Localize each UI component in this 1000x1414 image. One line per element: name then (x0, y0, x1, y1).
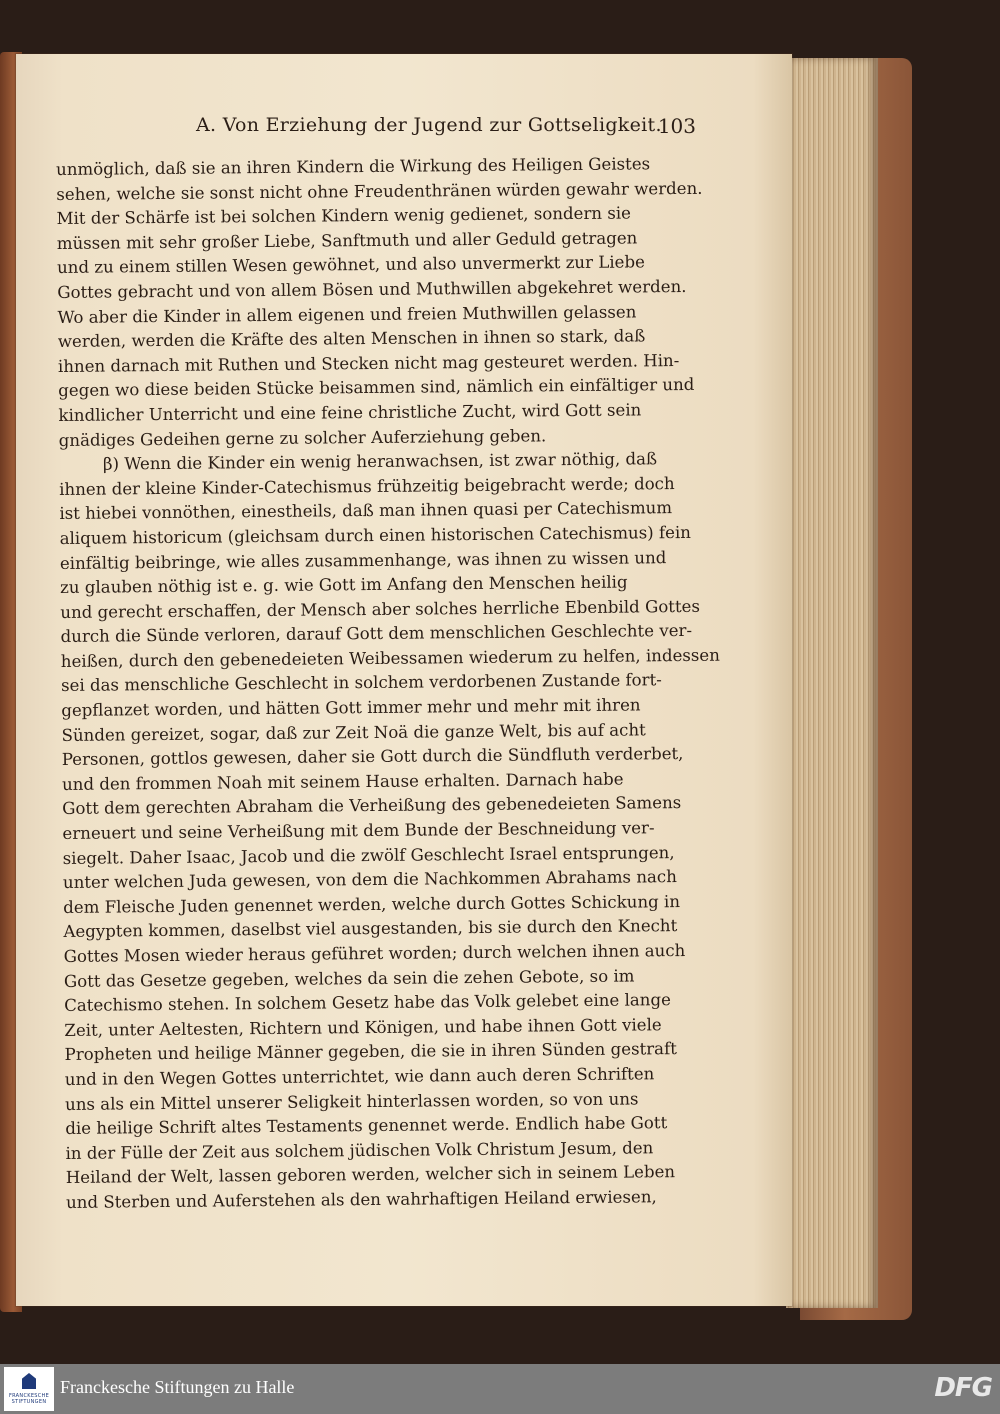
text-line: und zu einem stillen Wesen gewöhnet, und also unvermerkt zur Liebe (56, 252, 645, 278)
text-line: unmöglich, daß sie an ihren Kindern die Wirkung des Heiligen Geistes (56, 154, 651, 179)
text-line: gepflanzet worden, und hätten Gott immer mehr und mehr mit ihren (61, 695, 641, 721)
text-line: Wo aber die Kinder in allem eigenen und freien Muthwillen gelassen (57, 301, 637, 327)
text-line: heißen, durch den gebenedeieten Weibessamen wiederum zu helfen, indessen (60, 645, 720, 671)
logo-text-line1: FRANCKESCHE (8, 1393, 50, 1399)
text-line: müssen mit sehr großer Liebe, Sanftmuth und aller Geduld getragen (56, 228, 638, 253)
text-line: Propheten und heilige Männer gegeben, die sie in ihren Sünden gestraft (64, 1039, 677, 1065)
institution-name: Franckesche Stiftungen zu Halle (60, 1377, 295, 1397)
text-line: Aegypten kommen, daselbst viel ausgestanden, bis sie durch den Knecht (63, 916, 678, 942)
text-line: sei das menschliche Geschlecht in solchem verdorbenen Zustande fort- (60, 670, 662, 696)
text-line: Gott dem gerechten Abraham die Verheißung des gebenedeieten Samens (62, 793, 682, 819)
logo-text (4, 1393, 54, 1405)
text-line: gnädiges Gedeihen gerne zu solcher Auferziehung geben. (58, 425, 547, 450)
text-line: Gott das Gesetze gegeben, welches da sein die zehen Gebote, so im (63, 966, 635, 991)
text-line: und Sterben und Auferstehen als den wahrhaftigen Heiland erwiesen, (65, 1187, 657, 1212)
footer-bar (0, 1364, 1000, 1414)
text-line: aliquem historicum (gleichsam durch einen historischen Catechismus) fein (59, 522, 691, 548)
text-line: siegelt. Daher Isaac, Jacob und die zwölf Geschlecht Israel entsprungen, (62, 842, 675, 868)
dfg-logo[interactable]: DFG (934, 1373, 992, 1403)
text-line: β) Wenn die Kinder ein wenig heranwachsen, ist zwar nöthig, daß (102, 449, 658, 474)
text-line: Zeit, unter Aeltesten, Richtern und Königen, und habe ihnen Gott viele (64, 1015, 662, 1040)
text-line: sehen, welche sie sonst nicht ohne Freudenthränen würden gewahr werden. (56, 178, 703, 204)
running-title: A. Von Erziehung der Jugend zur Gottseligkeit. (196, 114, 662, 136)
page-edges (786, 58, 878, 1308)
text-line: dem Fleische Juden genennet werden, welche durch Gottes Schickung in (63, 891, 681, 917)
franckesche-logo[interactable] (4, 1367, 54, 1411)
text-line: in der Fülle der Zeit aus solchem jüdischen Volk Christum Jesum, den (65, 1138, 654, 1163)
text-line: uns als ein Mittel unserer Seligkeit hinterlassen worden, so von uns (64, 1089, 639, 1114)
text-line: Gottes Mosen wieder heraus geführet worden; durch welchen ihnen auch (63, 940, 686, 966)
emblem-icon (22, 1373, 36, 1389)
text-line: zu glauben nöthig ist e. g. wie Gott im Anfang den Menschen heilig (60, 572, 628, 598)
logo-text-line2: STIFTUNGEN (11, 1399, 47, 1405)
text-line: Sünden gereizet, sogar, daß zur Zeit Noä die ganze Welt, bis auf acht (61, 720, 646, 745)
page-number: 103 (657, 114, 696, 138)
text-line: die heilige Schrift altes Testaments genennet werde. Endlich habe Gott (65, 1113, 668, 1139)
text-line: gegen wo diese beiden Stücke beisammen sind, nämlich ein einfältiger und (58, 375, 695, 401)
text-line: und den frommen Noah mit seinem Hause erhalten. Darnach habe (61, 769, 624, 794)
body-text (56, 152, 718, 1216)
text-line: kindlicher Unterricht und eine feine christliche Zucht, wird Gott sein (58, 400, 642, 425)
text-line: ihnen der kleine Kinder-Catechismus frühzeitig beigebracht werde; doch (59, 473, 675, 499)
text-line: und gerecht erschaffen, der Mensch aber solches herrliche Ebenbild Gottes (60, 596, 701, 622)
text-line: unter welchen Juda gewesen, von dem die Nachkommen Abrahams nach (62, 867, 677, 893)
text-line: Personen, gottlos gewesen, daher sie Gott durch die Sündfluth verderbet, (61, 744, 684, 770)
page-header (126, 114, 716, 144)
book-page (16, 54, 792, 1306)
text-line: einfältig beibringe, wie alles zusammenhange, was ihnen zu wissen und (59, 547, 667, 573)
text-line: Heiland der Welt, lassen geboren werden, welcher sich in seinem Leben (65, 1162, 676, 1188)
text-line: Catechismo stehen. In solchem Gesetz habe das Volk gelebet eine lange (64, 990, 671, 1016)
text-line: Mit der Schärfe ist bei solchen Kindern wenig gedienet, sondern sie (56, 203, 632, 229)
text-line: und in den Wegen Gottes unterrichtet, wie dann auch deren Schriften (64, 1064, 655, 1089)
text-line: ist hiebei vonnöthen, einestheils, daß man ihnen quasi per Catechismum (59, 498, 673, 524)
text-line: ihnen darnach mit Ruthen und Stecken nicht mag gesteuret werden. Hin- (57, 350, 680, 376)
text-line: werden, werden die Kräfte des alten Menschen in ihnen so stark, daß (57, 326, 646, 352)
text-line: erneuert und seine Verheißung mit dem Bunde der Beschneidung ver- (62, 818, 655, 843)
text-line: durch die Sünde verloren, darauf Gott dem menschlichen Geschlechte ver- (60, 621, 693, 647)
text-line: Gottes gebracht und von allem Bösen und Muthwillen abgekehret werden. (57, 276, 687, 302)
